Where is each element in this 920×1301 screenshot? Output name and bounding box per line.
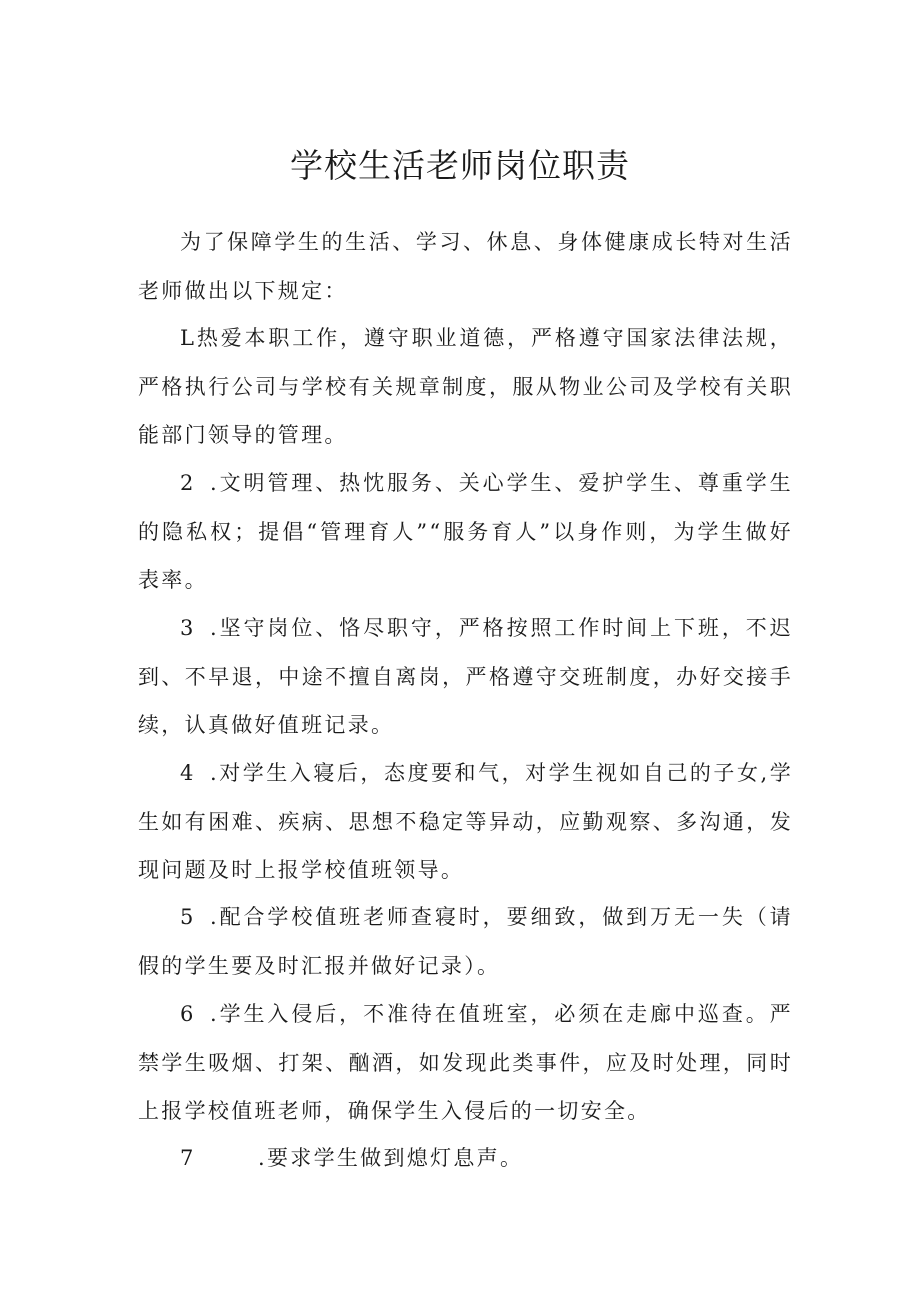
item-number: L <box>180 326 197 350</box>
document-title: 学校生活老师岗位职责 <box>290 146 630 185</box>
item-number: 7 <box>180 1146 196 1170</box>
list-item <box>138 990 793 1136</box>
list-item <box>138 604 793 750</box>
item-text: .要求学生做到熄灯息声。 <box>258 1146 524 1170</box>
item-text: 热爱本职工作，遵守职业道德，严格遵守国家法律法规，严格执行公司与学校有关规章制度，服从物业公司及学校有关职能部门领导的管理。 <box>138 326 793 447</box>
item-number: 5 <box>180 905 196 929</box>
item-text: .学生入侵后，不准待在值班室，必须在走廊中巡查。严禁学生吸烟、打架、酗酒，如发现此类事件，应及时处理，同时上报学校值班老师，确保学生入侵后的一切安全。 <box>138 1002 793 1123</box>
intro-paragraph: 为了保障学生的生活、学习、休息、身体健康成长特对生活老师做出以下规定： <box>138 230 793 303</box>
list-item <box>138 749 793 895</box>
list-item <box>138 314 793 460</box>
list-item <box>138 459 793 605</box>
item-number: 3 <box>180 616 196 640</box>
item-number: 2 <box>180 471 196 495</box>
item-text: .对学生入寝后，态度要和气，对学生视如自己的子女,学生如有困难、疾病、思想不稳定等异动，应勤观察、多沟通，发现问题及时上报学校值班领导。 <box>138 761 793 882</box>
item-text: .配合学校值班老师查寝时，要细致，做到万无一失（请假的学生要及时汇报并做好记录）。 <box>138 905 793 978</box>
item-text: .文明管理、热忱服务、关心学生、爱护学生、尊重学生的隐私权；提倡“管理育人”“服务育人”以身作则，为学生做好表率。 <box>138 471 793 592</box>
item-number: 6 <box>180 1002 196 1026</box>
item-text: .坚守岗位、恪尽职守，严格按照工作时间上下班，不迟到、不早退，中途不擅自离岗，严格遵守交班制度，办好交接手续，认真做好值班记录。 <box>138 616 793 737</box>
item-number: 4 <box>180 761 196 785</box>
list-item <box>138 1134 793 1183</box>
list-item <box>138 893 793 990</box>
